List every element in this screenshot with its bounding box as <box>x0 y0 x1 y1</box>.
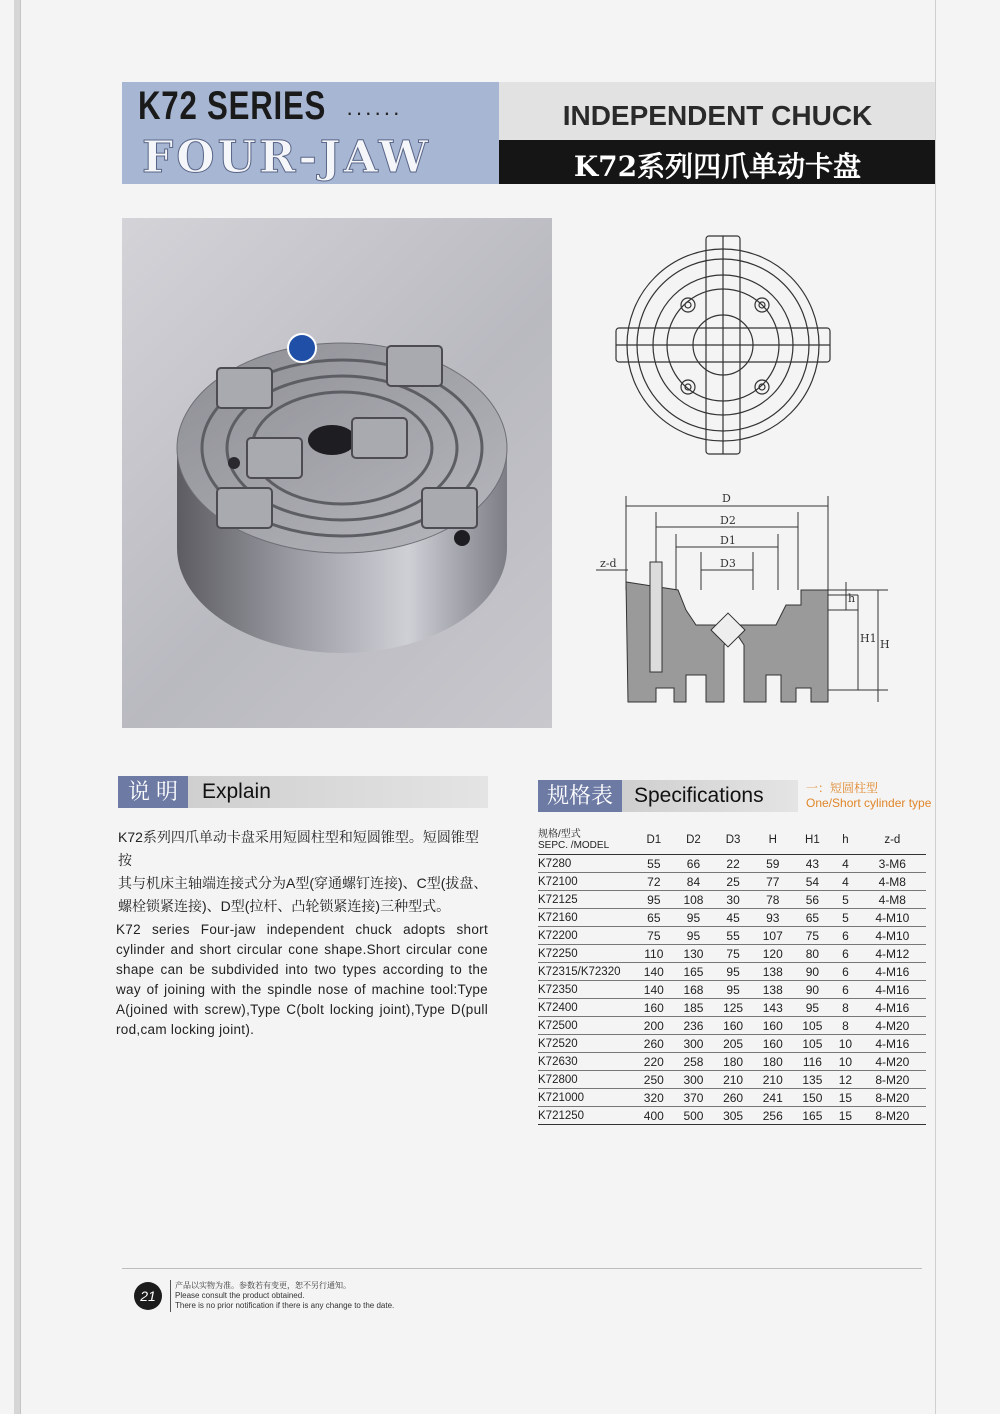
model-cell: K7280 <box>538 855 634 873</box>
value-cell: 258 <box>674 1053 714 1071</box>
value-cell: 75 <box>713 945 753 963</box>
value-cell: 5 <box>832 909 858 927</box>
footer-line-cn: 产品以实物为准。参数若有变更，恕不另行通知。 <box>175 1281 351 1290</box>
value-cell: 120 <box>753 945 793 963</box>
model-cell: K72160 <box>538 909 634 927</box>
value-cell: 250 <box>634 1071 674 1089</box>
table-row <box>538 1053 926 1071</box>
model-cell: K72250 <box>538 945 634 963</box>
table-body <box>538 855 926 1125</box>
value-cell: 95 <box>713 981 753 999</box>
value-cell: 4 <box>832 855 858 873</box>
page-binding-line <box>20 0 21 1414</box>
header-col: D3 <box>713 826 753 855</box>
value-cell: 4-M8 <box>859 873 926 891</box>
value-cell: 55 <box>713 927 753 945</box>
value-cell: 165 <box>674 963 714 981</box>
value-cell: 6 <box>832 981 858 999</box>
value-cell: 8-M20 <box>859 1107 926 1125</box>
value-cell: 43 <box>793 855 833 873</box>
value-cell: 56 <box>793 891 833 909</box>
value-cell: 370 <box>674 1089 714 1107</box>
value-cell: 12 <box>832 1071 858 1089</box>
value-cell: 78 <box>753 891 793 909</box>
value-cell: 143 <box>753 999 793 1017</box>
value-cell: 95 <box>634 891 674 909</box>
value-cell: 3-M6 <box>859 855 926 873</box>
value-cell: 80 <box>793 945 833 963</box>
value-cell: 4-M16 <box>859 999 926 1017</box>
value-cell: 305 <box>713 1107 753 1125</box>
header-col: D2 <box>674 826 714 855</box>
value-cell: 4 <box>832 873 858 891</box>
table-row <box>538 945 926 963</box>
value-cell: 160 <box>753 1017 793 1035</box>
model-cell: K72350 <box>538 981 634 999</box>
explain-cn-line-2: 其与机床主轴端连接式分为A型(穿通螺钉连接)、C型(拔盘、 <box>118 875 488 891</box>
value-cell: 300 <box>674 1035 714 1053</box>
value-cell: 260 <box>634 1035 674 1053</box>
value-cell: 205 <box>713 1035 753 1053</box>
header-col: H <box>753 826 793 855</box>
page-number: 21 <box>134 1282 162 1310</box>
value-cell: 110 <box>634 945 674 963</box>
label-D3: D3 <box>720 557 736 570</box>
value-cell: 8 <box>832 999 858 1017</box>
value-cell: 25 <box>713 873 753 891</box>
label-D2: D2 <box>720 514 736 527</box>
label-h: h <box>848 592 856 605</box>
model-cell: K72630 <box>538 1053 634 1071</box>
value-cell: 220 <box>634 1053 674 1071</box>
value-cell: 160 <box>713 1017 753 1035</box>
specs-note-en: One/Short cylinder type <box>806 796 932 810</box>
value-cell: 10 <box>832 1035 858 1053</box>
specs-note-cn: 一：短圆柱型 <box>806 781 879 795</box>
chuck-illustration <box>122 218 552 728</box>
value-cell: 125 <box>713 999 753 1017</box>
header-col: D1 <box>634 826 674 855</box>
value-cell: 75 <box>793 927 833 945</box>
value-cell: 4-M20 <box>859 1053 926 1071</box>
label-D: D <box>722 492 731 505</box>
value-cell: 180 <box>753 1053 793 1071</box>
value-cell: 4-M20 <box>859 1017 926 1035</box>
specs-tab-en: Specifications <box>622 780 798 812</box>
explain-tab-cn: 说 明 <box>118 776 188 808</box>
table-row <box>538 891 926 909</box>
explain-text-cn <box>118 826 490 918</box>
value-cell: 130 <box>674 945 714 963</box>
value-cell: 500 <box>674 1107 714 1125</box>
value-cell: 165 <box>793 1107 833 1125</box>
table-row <box>538 1035 926 1053</box>
value-cell: 6 <box>832 927 858 945</box>
model-cell: K72520 <box>538 1035 634 1053</box>
explain-cn-line-1: K72系列四爪单动卡盘采用短圆柱型和短圆锥型。短圆锥型按 <box>118 829 479 868</box>
model-cell: K721000 <box>538 1089 634 1107</box>
value-cell: 4-M10 <box>859 927 926 945</box>
series-dots: ······ <box>346 100 402 125</box>
value-cell: 168 <box>674 981 714 999</box>
model-cell: K72400 <box>538 999 634 1017</box>
four-jaw-title: FOUR-JAW <box>142 132 431 183</box>
header-col: h <box>832 826 858 855</box>
table-row <box>538 999 926 1017</box>
value-cell: 59 <box>753 855 793 873</box>
model-cell: K72100 <box>538 873 634 891</box>
header-col: H1 <box>793 826 833 855</box>
independent-chuck-title: INDEPENDENT CHUCK <box>562 100 873 131</box>
model-cell: K721250 <box>538 1107 634 1125</box>
value-cell: 185 <box>674 999 714 1017</box>
table-row <box>538 927 926 945</box>
value-cell: 160 <box>753 1035 793 1053</box>
value-cell: 180 <box>713 1053 753 1071</box>
value-cell: 300 <box>674 1071 714 1089</box>
value-cell: 95 <box>713 963 753 981</box>
header-model-cn: 规格/型式 <box>538 829 581 840</box>
explain-cn-line-3: 螺栓锁紧连接)、D型(拉杆、凸轮锁紧连接)三种型式。 <box>118 898 451 914</box>
table-row <box>538 1089 926 1107</box>
value-cell: 135 <box>793 1071 833 1089</box>
value-cell: 30 <box>713 891 753 909</box>
value-cell: 95 <box>793 999 833 1017</box>
footer-line-en-2: There is no prior notification if there is any change to the date. <box>175 1301 395 1310</box>
section-view-drawing <box>596 490 896 712</box>
value-cell: 84 <box>674 873 714 891</box>
value-cell: 72 <box>634 873 674 891</box>
value-cell: 22 <box>713 855 753 873</box>
header-model-en: SEPC. /MODEL <box>538 840 610 851</box>
value-cell: 105 <box>793 1035 833 1053</box>
value-cell: 4-M10 <box>859 909 926 927</box>
value-cell: 116 <box>793 1053 833 1071</box>
value-cell: 241 <box>753 1089 793 1107</box>
value-cell: 5 <box>832 891 858 909</box>
value-cell: 45 <box>713 909 753 927</box>
footer-line-en-1: Please consult the product obtained. <box>175 1291 305 1300</box>
value-cell: 210 <box>713 1071 753 1089</box>
table-row <box>538 1107 926 1125</box>
value-cell: 400 <box>634 1107 674 1125</box>
table-row <box>538 909 926 927</box>
value-cell: 15 <box>832 1107 858 1125</box>
header-model <box>538 826 634 855</box>
label-H: H <box>880 638 890 651</box>
value-cell: 105 <box>793 1017 833 1035</box>
value-cell: 90 <box>793 981 833 999</box>
table-row <box>538 1071 926 1089</box>
table-row <box>538 873 926 891</box>
model-cell: K72800 <box>538 1071 634 1089</box>
value-cell: 8-M20 <box>859 1089 926 1107</box>
value-cell: 150 <box>793 1089 833 1107</box>
footer-separator <box>170 1280 171 1312</box>
value-cell: 6 <box>832 945 858 963</box>
header-col: z-d <box>859 826 926 855</box>
value-cell: 8-M20 <box>859 1071 926 1089</box>
product-photo <box>122 218 552 728</box>
table-row <box>538 981 926 999</box>
specifications-table <box>538 826 926 1125</box>
table-row <box>538 1017 926 1035</box>
value-cell: 210 <box>753 1071 793 1089</box>
footer-rule <box>122 1268 922 1269</box>
value-cell: 4-M16 <box>859 981 926 999</box>
value-cell: 4-M12 <box>859 945 926 963</box>
value-cell: 140 <box>634 981 674 999</box>
value-cell: 236 <box>674 1017 714 1035</box>
value-cell: 8 <box>832 1017 858 1035</box>
label-D1: D1 <box>720 534 736 547</box>
value-cell: 95 <box>674 909 714 927</box>
value-cell: 138 <box>753 981 793 999</box>
value-cell: 107 <box>753 927 793 945</box>
model-cell: K72200 <box>538 927 634 945</box>
model-cell: K72315/K72320 <box>538 963 634 981</box>
label-zd: z-d <box>600 557 617 570</box>
value-cell: 90 <box>793 963 833 981</box>
model-cell: K72500 <box>538 1017 634 1035</box>
right-margin-rule <box>935 0 936 1414</box>
value-cell: 93 <box>753 909 793 927</box>
value-cell: 75 <box>634 927 674 945</box>
value-cell: 320 <box>634 1089 674 1107</box>
value-cell: 256 <box>753 1107 793 1125</box>
value-cell: 65 <box>793 909 833 927</box>
value-cell: 260 <box>713 1089 753 1107</box>
value-cell: 77 <box>753 873 793 891</box>
value-cell: 4-M16 <box>859 1035 926 1053</box>
specs-tab-cn: 规格表 <box>538 780 622 812</box>
value-cell: 160 <box>634 999 674 1017</box>
table-row <box>538 855 926 873</box>
value-cell: 66 <box>674 855 714 873</box>
value-cell: 10 <box>832 1053 858 1071</box>
brand-logo-icon <box>288 334 316 362</box>
value-cell: 6 <box>832 963 858 981</box>
value-cell: 108 <box>674 891 714 909</box>
value-cell: 4-M16 <box>859 963 926 981</box>
model-cell: K72125 <box>538 891 634 909</box>
explain-text-en: K72 series Four-jaw independent chuck adopts short cylinder and short circular cone shape.Short circular cone shape can be subdivided into two types according to the way of joining with the spindle nose of machine tool:Type A(joined with screw),Type C(bolt locking joint),Type D(pull rod,cam locking joint). <box>116 922 488 1037</box>
chinese-title: K72系列四爪单动卡盘 <box>573 150 862 183</box>
value-cell: 138 <box>753 963 793 981</box>
value-cell: 65 <box>634 909 674 927</box>
value-cell: 140 <box>634 963 674 981</box>
label-H1: H1 <box>860 632 877 645</box>
value-cell: 55 <box>634 855 674 873</box>
front-view-drawing <box>612 232 834 458</box>
value-cell: 4-M8 <box>859 891 926 909</box>
value-cell: 15 <box>832 1089 858 1107</box>
table-header-row <box>538 826 926 855</box>
table-row <box>538 963 926 981</box>
series-title: K72 SERIES <box>138 84 327 128</box>
value-cell: 95 <box>674 927 714 945</box>
explain-tab-en: Explain <box>188 776 488 808</box>
value-cell: 54 <box>793 873 833 891</box>
value-cell: 200 <box>634 1017 674 1035</box>
